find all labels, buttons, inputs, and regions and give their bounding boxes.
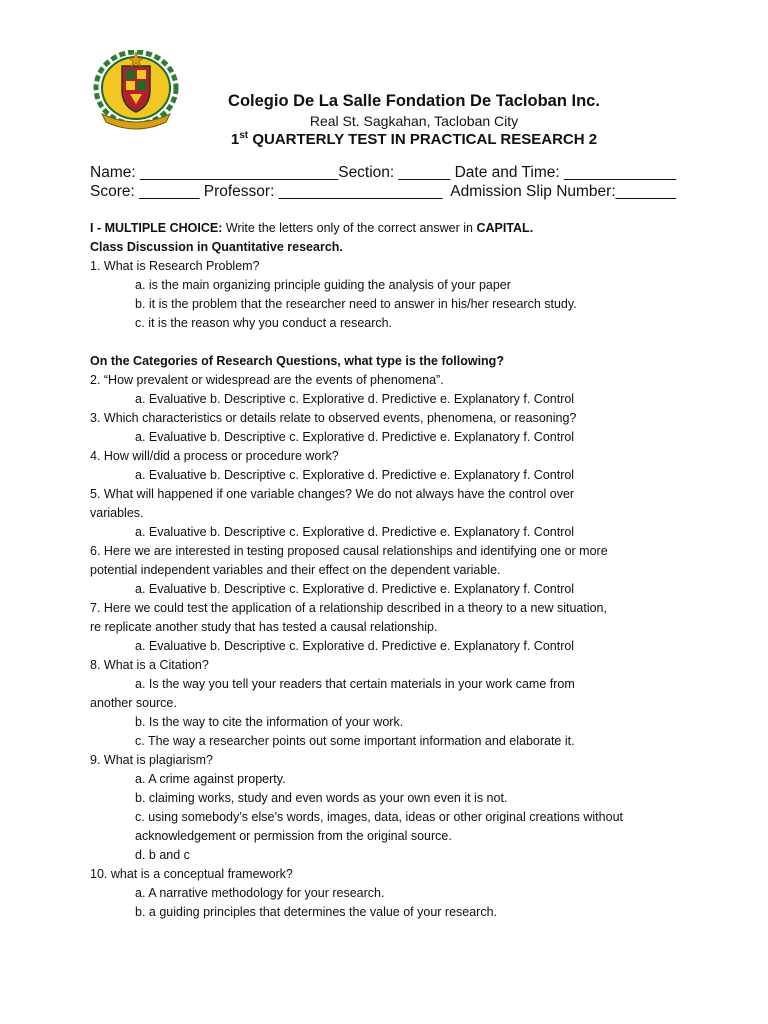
question-8-option-a: a. Is the way you tell your readers that certain materials in your work came from: [135, 677, 575, 691]
question-10-option-b: b. a guiding principles that determines the value of your research.: [135, 905, 498, 919]
test-title-ordinal: 1: [230, 131, 240, 148]
question-1-option-c: c. it is the reason why you conduct a research.: [135, 316, 393, 330]
question-6-line-1: 6. Here we are interested in testing proposed causal relationships and identifying one or more: [90, 544, 608, 558]
question-10-option-a: a. A narrative methodology for your research.: [135, 886, 385, 900]
student-info-line-2[interactable]: Score: _______ Professor: ___________________ Admission Slip Number:_______: [90, 183, 676, 200]
question-3-choices: a. Evaluative b. Descriptive c. Explorative d. Predictive e. Explanatory f. Control: [135, 430, 575, 444]
test-title: [30, 130, 768, 148]
question-10: 10. what is a conceptual framework?: [90, 867, 293, 881]
question-9-option-c: c. using somebody’s else’s words, images, data, ideas or other original creations without: [135, 810, 623, 824]
question-8-option-a-cont: another source.: [90, 696, 177, 710]
test-title-rest: QUARTERLY TEST IN PRACTICAL RESEARCH 2: [248, 131, 598, 148]
instruction-emphasis: CAPITAL.: [476, 221, 534, 235]
question-9: 9. What is plagiarism?: [90, 753, 213, 767]
section-label: I - MULTIPLE CHOICE:: [90, 221, 223, 235]
question-9-option-c-cont: acknowledgement or permission from the original source.: [135, 829, 452, 843]
question-4: 4. How will/did a process or procedure work?: [90, 449, 339, 463]
question-8-option-c: c. The way a researcher points out some important information and elaborate it.: [135, 734, 575, 748]
question-9-option-b: b. claiming works, study and even words as your own even it is not.: [135, 791, 508, 805]
question-1-option-a: a. is the main organizing principle guiding the analysis of your paper: [135, 278, 511, 292]
question-7-line-2: re replicate another study that has tested a causal relationship.: [90, 620, 438, 634]
question-1: 1. What is Research Problem?: [90, 259, 260, 273]
categories-heading: On the Categories of Research Questions, what type is the following?: [90, 354, 504, 368]
question-8: 8. What is a Citation?: [90, 658, 209, 672]
section-instruction: [90, 219, 690, 238]
question-5-line-2: variables.: [90, 506, 144, 520]
question-2-choices: a. Evaluative b. Descriptive c. Explorative d. Predictive e. Explanatory f. Control: [135, 392, 575, 406]
question-5-line-1: 5. What will happened if one variable changes? We do not always have the control over: [90, 487, 575, 501]
question-7-line-1: 7. Here we could test the application of a relationship described in a theory to a new situation,: [90, 601, 607, 615]
section-topic: Class Discussion in Quantitative research.: [90, 240, 343, 254]
question-4-choices: a. Evaluative b. Descriptive c. Explorative d. Predictive e. Explanatory f. Control: [135, 468, 575, 482]
test-title-suffix: st: [239, 130, 249, 141]
question-2: 2. “How prevalent or widespread are the events of phenomena”.: [90, 373, 444, 387]
student-info-line-1[interactable]: Name: _______________________Section: ______ Date and Time: _____________: [90, 164, 677, 181]
question-9-option-a: a. A crime against property.: [135, 772, 286, 786]
school-address: Real St. Sagkahan, Tacloban City: [309, 113, 519, 129]
school-name: Colegio De La Salle Fondation De Tacloban Inc.: [228, 92, 600, 110]
question-5-choices: a. Evaluative b. Descriptive c. Explorative d. Predictive e. Explanatory f. Control: [135, 525, 575, 539]
question-1-option-b: b. it is the problem that the researcher need to answer in his/her research study.: [135, 297, 577, 311]
question-9-option-d: d. b and c: [135, 848, 190, 862]
question-3: 3. Which characteristics or details relate to observed events, phenomena, or reasoning?: [90, 411, 577, 425]
question-7-choices: a. Evaluative b. Descriptive c. Explorative d. Predictive e. Explanatory f. Control: [135, 639, 575, 653]
question-6-choices: a. Evaluative b. Descriptive c. Explorative d. Predictive e. Explanatory f. Control: [135, 582, 575, 596]
question-6-line-2: potential independent variables and their effect on the dependent variable.: [90, 563, 501, 577]
instruction-text: Write the letters only of the correct answer in: [222, 221, 477, 235]
question-body: [90, 219, 690, 922]
question-8-option-b: b. Is the way to cite the information of your work.: [135, 715, 404, 729]
